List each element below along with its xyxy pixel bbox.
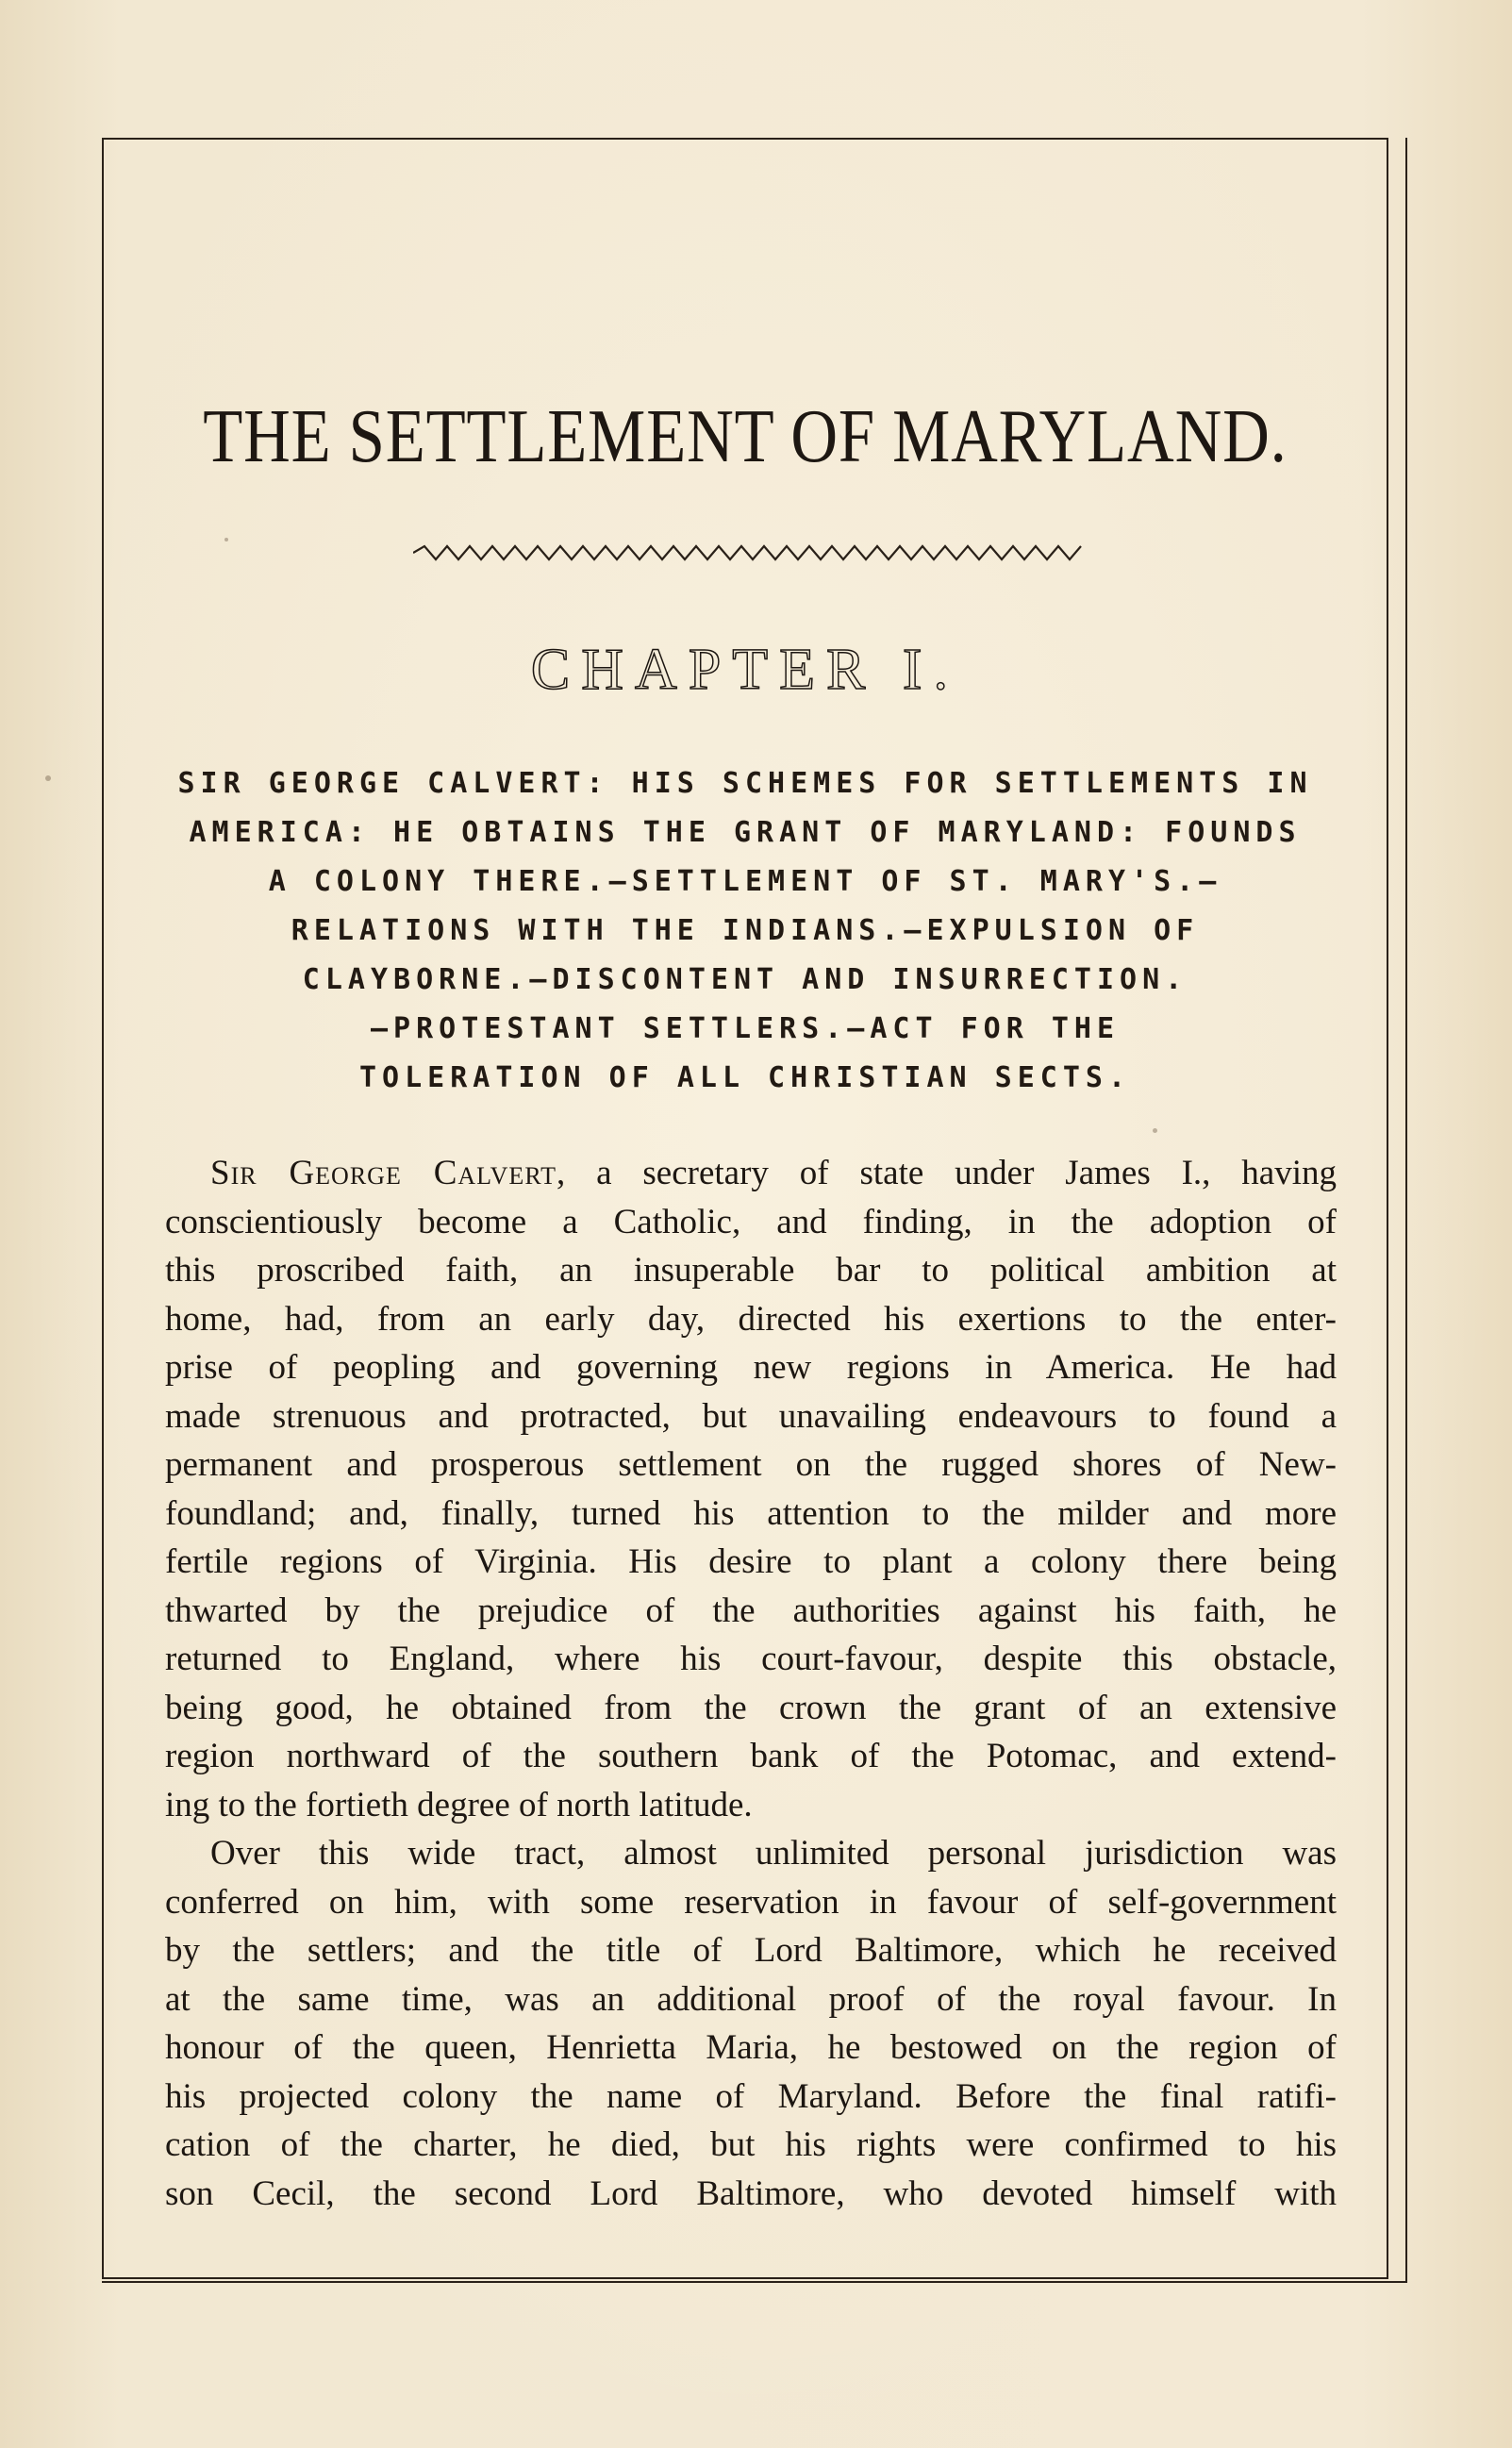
body-line: cation of the charter, he died, but his rights were confirmed to his bbox=[165, 2125, 1337, 2164]
body-line: Sir George Calvert, a secretary of state under James I., having bbox=[210, 1154, 1337, 1192]
page-border-shadow-bottom bbox=[102, 2281, 1407, 2283]
summary-line: CLAYBORNE.—DISCONTENT AND INSURRECTION. bbox=[302, 963, 1188, 996]
body-line: this proscribed faith, an insuperable bar to political ambition at bbox=[165, 1251, 1337, 1290]
body-line: being good, he obtained from the crown the grant of an extensive bbox=[165, 1688, 1337, 1727]
summary-line: —PROTESTANT SETTLERS.—ACT FOR THE bbox=[370, 1012, 1121, 1045]
paper-speck bbox=[224, 538, 228, 541]
summary-line: SIR GEORGE CALVERT: HIS SCHEMES FOR SETTLEMENTS IN bbox=[177, 767, 1313, 800]
paragraph-2 bbox=[165, 1829, 1337, 2218]
paragraph-1 bbox=[165, 1149, 1337, 1829]
body-line: permanent and prosperous settlement on the rugged shores of New- bbox=[165, 1445, 1337, 1484]
page-title: THE SETTLEMENT OF MARYLAND. bbox=[203, 395, 1288, 478]
opening-name: Sir George Calvert bbox=[210, 1154, 557, 1192]
body-line: by the settlers; and the title of Lord Baltimore, which he received bbox=[165, 1931, 1337, 1970]
body-line: thwarted by the prejudice of the authorities against his faith, he bbox=[165, 1590, 1337, 1630]
page-border-shadow-right bbox=[1405, 138, 1407, 2281]
paper-speck bbox=[45, 775, 51, 781]
body-line: region northward of the southern bank of the Potomac, and extend- bbox=[165, 1737, 1337, 1775]
summary-line: A COLONY THERE.—SETTLEMENT OF ST. MARY'S.— bbox=[268, 865, 1222, 898]
body-line: returned to England, where his court-favour, despite this obstacle, bbox=[165, 1640, 1337, 1678]
title-ornament-rule bbox=[413, 543, 1083, 562]
paper-speck bbox=[1153, 1128, 1157, 1133]
body-line: home, had, from an early day, directed his exertions to the enter- bbox=[165, 1299, 1337, 1339]
body-line: Over this wide tract, almost unlimited personal jurisdiction was bbox=[210, 1834, 1337, 1873]
summary-line: RELATIONS WITH THE INDIANS.—EXPULSION OF bbox=[291, 914, 1200, 947]
body-line: made strenuous and protracted, but unavailing endeavours to found a bbox=[165, 1396, 1337, 1436]
body-line: son Cecil, the second Lord Baltimore, who devoted himself with bbox=[165, 2173, 1337, 2213]
body-line: conscientiously become a Catholic, and finding, in the adoption of bbox=[165, 1202, 1337, 1241]
body-line: at the same time, was an additional proof of the royal favour. In bbox=[165, 1979, 1337, 2019]
body-line: fertile regions of Virginia. His desire to plant a colony there being bbox=[165, 1542, 1337, 1581]
body-line: honour of the queen, Henrietta Maria, he bestowed on the region of bbox=[165, 2028, 1337, 2067]
chapter-summary bbox=[160, 759, 1330, 1103]
body-line: foundland; and, finally, turned his attention to the milder and more bbox=[165, 1493, 1337, 1533]
summary-line: TOLERATION OF ALL CHRISTIAN SECTS. bbox=[358, 1061, 1132, 1094]
summary-line: AMERICA: HE OBTAINS THE GRANT OF MARYLAND: FOUNDS bbox=[189, 816, 1302, 849]
body-line: his projected colony the name of Maryland. Before the final ratifi- bbox=[165, 2076, 1337, 2116]
body-text bbox=[165, 1149, 1337, 2218]
body-line: prise of peopling and governing new regions in America. He had bbox=[165, 1348, 1337, 1387]
body-line: ing to the fortieth degree of north latitude. bbox=[165, 1785, 753, 1824]
chapter-heading: CHAPTER I. bbox=[530, 638, 960, 702]
body-line: conferred on him, with some reservation in favour of self-government bbox=[165, 1882, 1337, 1922]
